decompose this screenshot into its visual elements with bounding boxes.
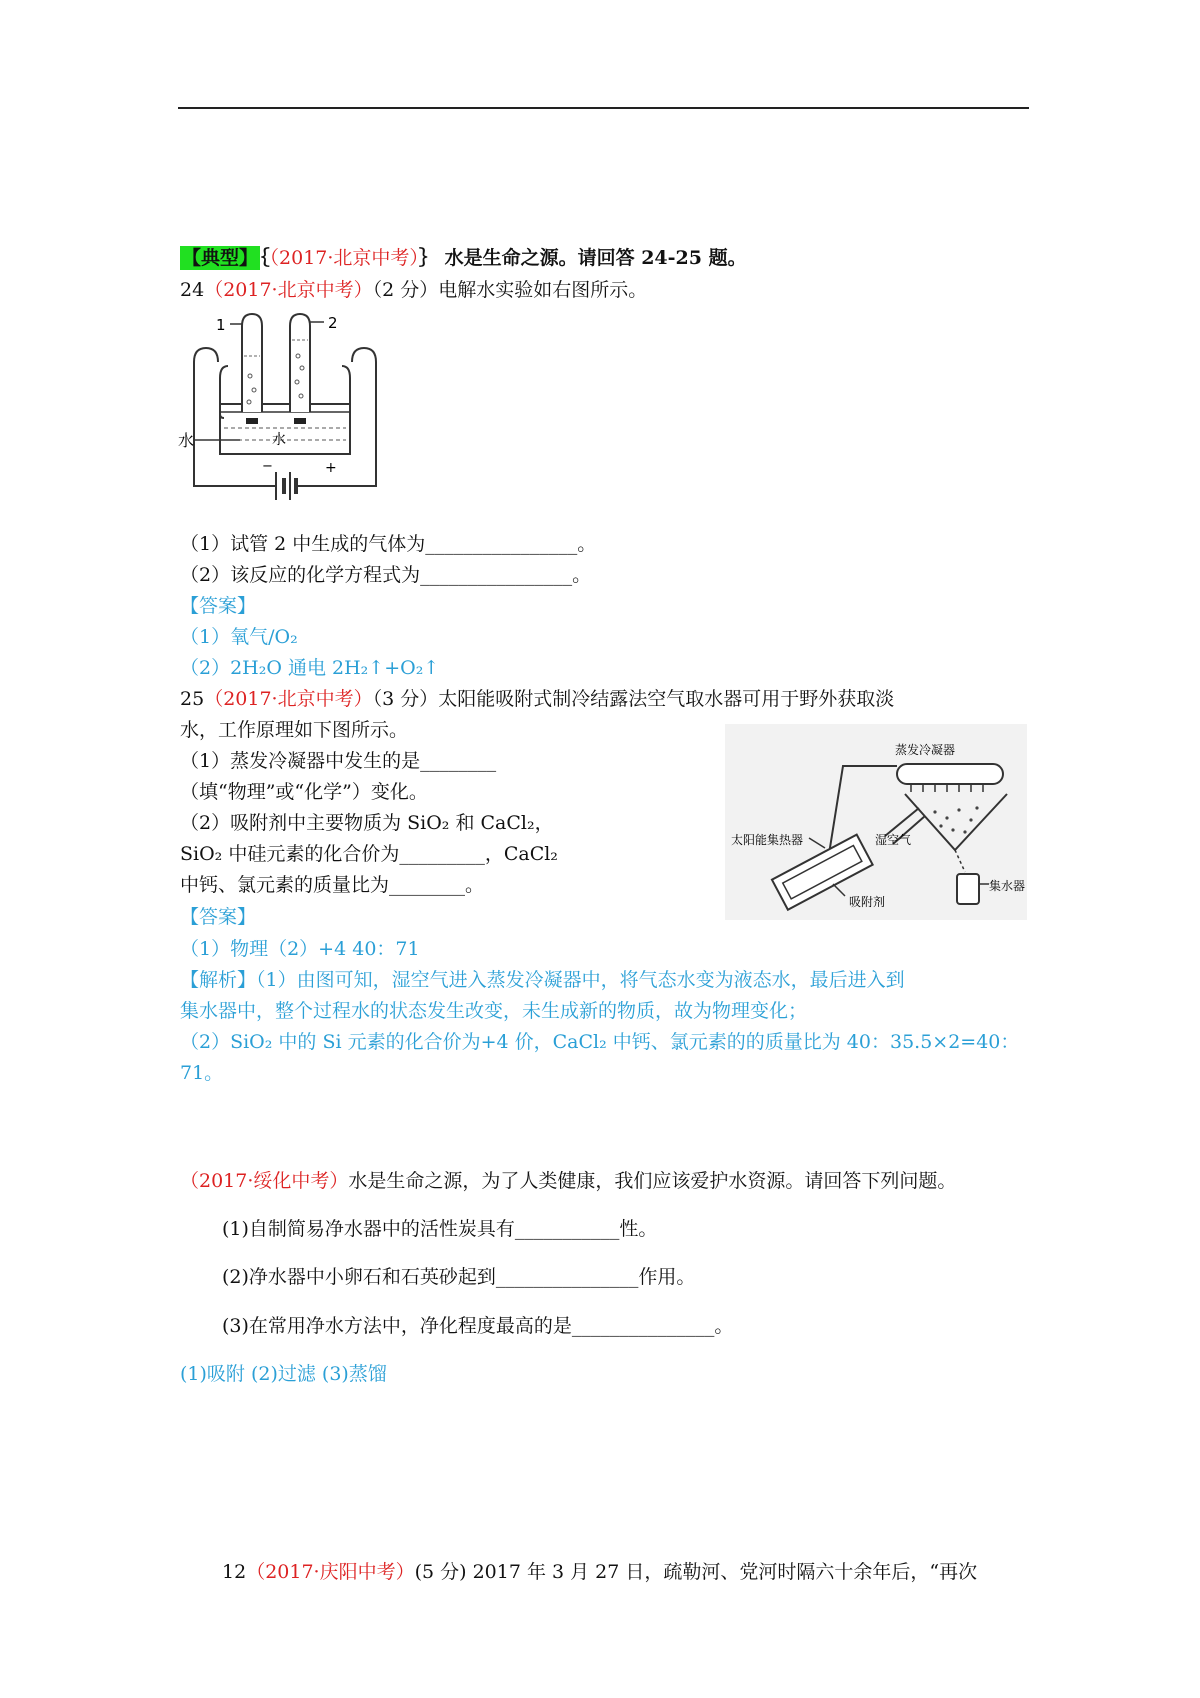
q24-stem-text: （2 分）电解水实验如右图所示。 <box>372 279 648 301</box>
q24-sub2: （2）该反应的化学方程式为________________。 <box>180 564 592 586</box>
brace-open: ｛ <box>260 247 270 269</box>
q24-stem <box>180 281 647 300</box>
condenser-label: 蒸发冷凝器 <box>895 743 956 757</box>
q25-source: （2017·北京中考） <box>204 688 373 710</box>
q12-source: （2017·庆阳中考） <box>246 1561 415 1583</box>
section-title: 水是生命之源。请回答 24-25 题。 <box>444 247 747 269</box>
suihua-stem <box>180 1172 956 1191</box>
section-source: （2017·北京中考） <box>269 247 419 269</box>
q12-stem-text: (5 分) 2017 年 3 月 27 日，疏勒河、党河时隔六十余年后，“再次 <box>414 1561 978 1583</box>
q25-analysis-1: 【解析】（1）由图可知，湿空气进入蒸发冷凝器中，将气态水变为液态水，最后进入到 <box>180 969 905 991</box>
q25-analysis-2: 集水器中，整个过程水的状态发生改变，未生成新的物质，故为物理变化； <box>180 1000 808 1022</box>
q24-answer-label: 【答案】 <box>180 595 257 617</box>
header-rule <box>178 107 1029 109</box>
q12-number: 12 <box>222 1561 247 1583</box>
water-label-center: 水 <box>272 432 286 448</box>
q12-stem <box>222 1563 977 1582</box>
q25-sub1-line1: （1）蒸发冷凝器中发生的是________ <box>180 750 497 772</box>
q24-answer-1: （1）氧气/O₂ <box>180 626 298 648</box>
section-header <box>180 249 747 268</box>
minus-sign: − <box>262 459 273 474</box>
q25-answer-label: 【答案】 <box>180 906 257 928</box>
q25-stem-text: （3 分）太阳能吸附式制冷结露法空气取水器可用于野外获取淡 <box>372 688 895 710</box>
suihua-answer: (1)吸附 (2)过滤 (3)蒸馏 <box>180 1363 387 1385</box>
plus-sign: + <box>325 460 337 476</box>
tube-2-label: 2 <box>328 314 338 332</box>
wet-air-label: 湿空气 <box>875 833 912 847</box>
electrolysis-diagram <box>180 306 390 518</box>
q25-number: 25 <box>180 688 205 710</box>
q25-analysis-3: （2）SiO₂ 中的 Si 元素的化合价为+4 价，CaCl₂ 中钙、氯元素的的质量比为 40：35.5×2=40： <box>180 1031 1020 1053</box>
brace-close: ｝ <box>418 247 438 269</box>
adsorbent-label: 吸附剂 <box>849 895 886 909</box>
section-tag: 【典型】 <box>182 247 259 269</box>
q25-sub1-line2: （填“物理”或“化学”）变化。 <box>180 781 428 803</box>
q24-source: （2017·北京中考） <box>204 279 373 301</box>
q25-analysis-4: 71。 <box>180 1062 224 1084</box>
suihua-sub3: (3)在常用净水方法中，净化程度最高的是_______________。 <box>222 1315 734 1337</box>
q24-sub1: （1）试管 2 中生成的气体为________________。 <box>180 533 597 555</box>
suihua-sub2: (2)净水器中小卵石和石英砂起到_______________作用。 <box>222 1266 696 1288</box>
solar-collector-label: 太阳能集热器 <box>731 833 804 847</box>
suihua-source: （2017·绥化中考） <box>180 1170 349 1192</box>
q25-stem-1 <box>180 690 894 709</box>
q25-sub2-line2: SiO₂ 中硅元素的化合价为_________，CaCl₂ <box>180 843 558 865</box>
q25-sub2-line1: （2）吸附剂中主要物质为 SiO₂ 和 CaCl₂， <box>180 812 554 834</box>
q24-number: 24 <box>180 279 205 301</box>
water-harvester-diagram <box>725 724 1027 920</box>
water-label-left: 水 <box>178 431 195 450</box>
suihua-sub1: (1)自制简易净水器中的活性炭具有___________性。 <box>222 1218 658 1240</box>
q25-stem-2: 水，工作原理如下图所示。 <box>180 719 409 741</box>
water-collector-label: 集水器 <box>989 879 1026 893</box>
q24-answer-2: （2）2H₂O 通电 2H₂↑+O₂↑ <box>180 657 440 679</box>
suihua-stem-text: 水是生命之源，为了人类健康，我们应该爱护水资源。请回答下列问题。 <box>348 1170 957 1192</box>
tube-1-label: 1 <box>216 316 226 334</box>
q25-sub2-line3: 中钙、氯元素的质量比为________。 <box>180 874 485 896</box>
q25-answer: （1）物理（2）+4 40：71 <box>180 938 420 960</box>
